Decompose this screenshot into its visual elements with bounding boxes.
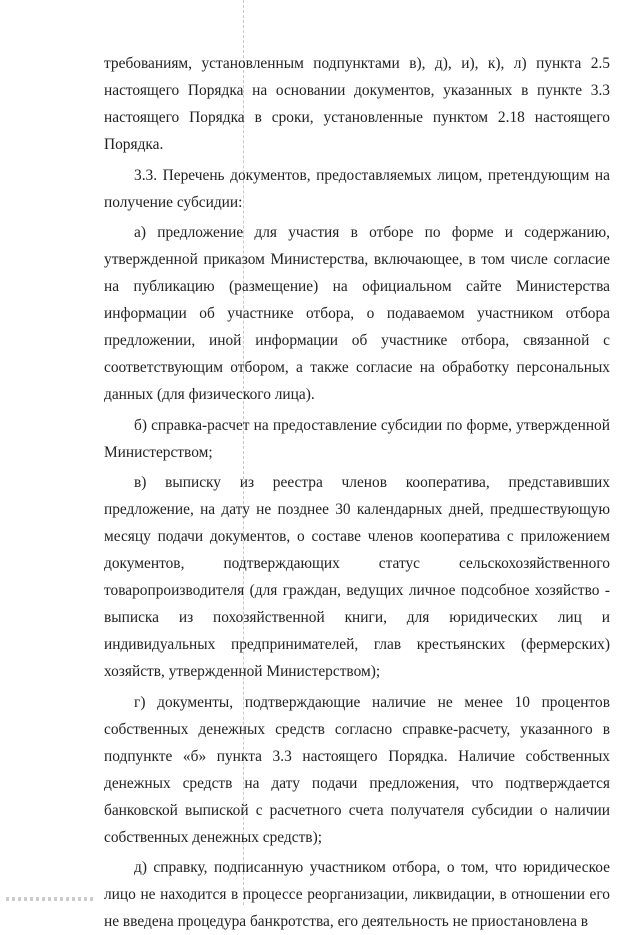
paragraph-3-3-heading: 3.3. Перечень документов, предоставляемых лицом, претендующим на получение субсидии:	[104, 166, 610, 211]
paragraph-continuation: требованиям, установленным подпунктами в), д), и), к), л) пункта 2.5 настоящего Порядка на основании документов, указанных в пункте 3.3 настоящего Порядка в сроки, установленные пунктом 2.18 настоящего Порядка.	[104, 55, 610, 153]
paragraph-item-d: д) справку, подписанную участником отбора, о том, что юридическое лицо не находится в процессе реорганизации, ликвидации, в отношении его не введена процедура банкротства, его деятельность не приостановлена в	[104, 859, 610, 930]
scan-footer-mark	[6, 897, 96, 901]
paragraph-item-v: в) выписку из реестра членов кооператива, представивших предложение, на дату не позднее 30 календарных дней, предшествующую месяцу подачи документов, о составе членов кооператива с приложением документов, подтверждающих статус сельскохозяйственного товаропроизводителя (для граждан, ведущих личное подсобное хозяйство - выписка из похозяйственной книги, для юридических лиц и индивидуальных предпринимателей, глав крестьянских (фермерских) хозяйств, утвержденной Министерством);	[104, 474, 610, 680]
document-body	[104, 50, 610, 935]
paragraph-item-g: г) документы, подтверждающие наличие не менее 10 процентов собственных денежных средств согласно справке-расчету, указанного в подпункте «б» пункта 3.3 настоящего Порядка. Наличие собственных денежных средств на дату подачи предложения, что подтверждается банковской выпиской с расчетного счета получателя субсидии о наличии собственных денежных средств);	[104, 693, 610, 846]
paragraph-item-a: а) предложение для участия в отборе по форме и содержанию, утвержденной приказом Министерства, включающее, в том числе согласие на публикацию (размещение) на официальном сайте Министерства информации об участнике отбора, о подаваемом участником отбора предложении, иной информации об участнике отбора, связанной с соответствующим отбором, а также согласие на обработку персональных данных (для физического лица).	[104, 224, 610, 403]
paragraph-item-b: б) справка-расчет на предоставление субсидии по форме, утвержденной Министерством;	[104, 416, 610, 461]
